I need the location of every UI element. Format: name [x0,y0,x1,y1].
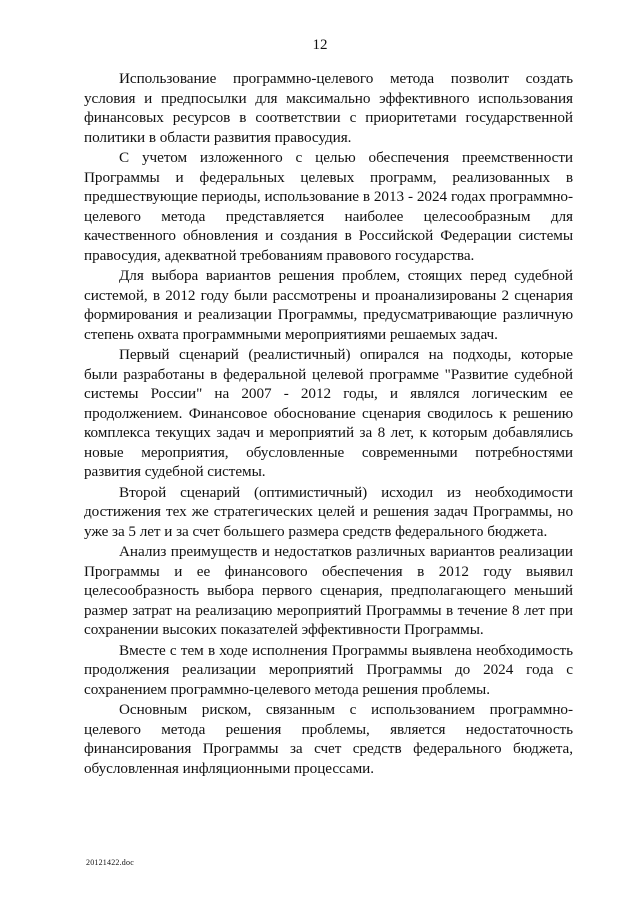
page-number: 12 [312,37,328,53]
paragraph-continuity: С учетом изложенного с целью обеспечения преемственности Программы и федеральных целевых программ, реализованных в предшествующие периоды, использование в 2013 - 2024 годах программно-целевого метода представляется наиболее целесообразным для качественного обновления и создания в Российской Федерации системы правосудия, адекватной требованиям правового государства. [84,149,573,264]
paragraph-continuation-2024: Вместе с тем в ходе исполнения Программы выявлена необходимость продолжения реализации мероприятий Программы до 2024 года с сохранением программно-целевого метода решения проблемы. [84,641,573,698]
paragraph-analysis: Анализ преимуществ и недостатков различных вариантов реализации Программы и ее финансового обеспечения в 2012 году выявил целесообразность выбора первого сценария, предполагающего меньший размер затрат на реализацию мероприятий Программы в течение 8 лет при сохранении высоких показателей эффективности Программы. [84,543,573,638]
paragraph-program-target-method: Использование программно-целевого метода позволит создать условия и предпосылки для максимально эффективного использования финансовых ресурсов в соответствии с приоритетами государственной политики в области развития правосудия. [84,70,573,146]
document-body [84,69,573,779]
document-file-code: 20121422.doc [86,858,134,867]
paragraph-main-risk: Основным риском, связанным с использованием программно-целевого метода решения проблемы, является недостаточность финансирования Программы за счет средств федерального бюджета, обусловленная инфляционными процессами. [84,701,573,777]
paragraph-first-scenario: Первый сценарий (реалистичный) опирался на подходы, которые были разработаны в федеральной целевой программе "Развитие судебной системы России" на 2007 - 2012 годы, и являлся логическим ее продолжением. Финансовое обоснование сценария сводилось к решению комплекса текущих задач и мероприятий за 8 лет, к которым добавлялись новые мероприятия, обусловленные современными потребностями развития судебной системы. [84,346,573,480]
paragraph-second-scenario: Второй сценарий (оптимистичный) исходил из необходимости достижения тех же стратегических целей и решения задач Программы, но уже за 5 лет и за счет большего размера средств федерального бюджета. [84,483,573,540]
paragraph-scenario-selection: Для выбора вариантов решения проблем, стоящих перед судебной системой, в 2012 году были рассмотрены и проанализированы 2 сценария формирования и реализации Программы, предусматривающие различную степень охвата программными мероприятиями решаемых задач. [84,267,573,343]
